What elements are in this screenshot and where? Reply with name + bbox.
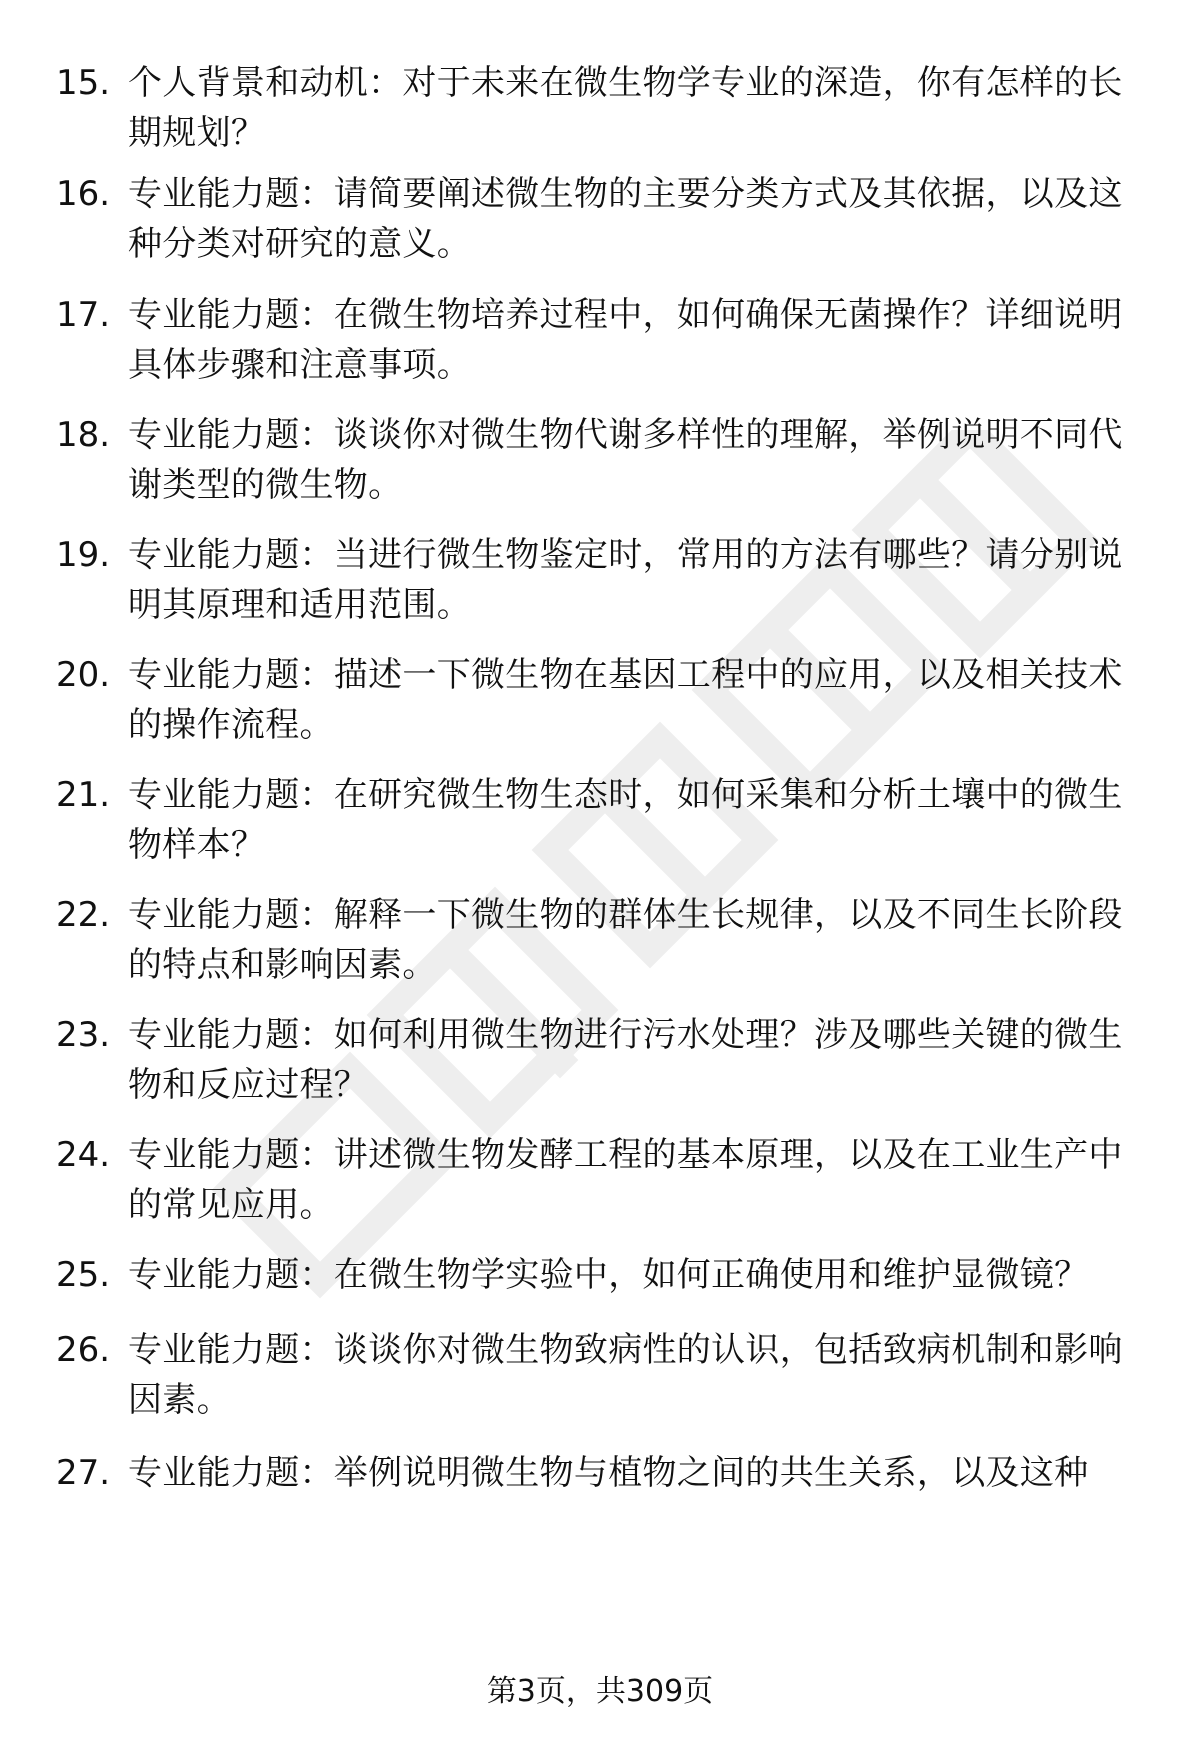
- question-item: [0, 890, 1200, 1010]
- question-number: 16.: [56, 174, 111, 214]
- page-number-footer: 第3页，共309页: [486, 1674, 714, 1709]
- question-number: 25.: [56, 1255, 111, 1295]
- question-number: 21.: [56, 775, 111, 815]
- question-number: 20.: [56, 655, 111, 695]
- question-item: [0, 1010, 1200, 1130]
- question-number: 17.: [56, 295, 111, 335]
- question-number: 22.: [56, 895, 111, 935]
- question-item: [0, 650, 1200, 770]
- question-text: 专业能力题：举例说明微生物与植物之间的共生关系，以及这种: [128, 1453, 1089, 1493]
- question-item: [0, 530, 1200, 650]
- question-text: 专业能力题：描述一下微生物在基因工程中的应用，以及相关技术的操作流程。: [128, 655, 1123, 745]
- question-text: 专业能力题：如何利用微生物进行污水处理？涉及哪些关键的微生物和反应过程？: [128, 1015, 1123, 1105]
- question-text: 专业能力题：解释一下微生物的群体生长规律，以及不同生长阶段的特点和影响因素。: [128, 895, 1123, 985]
- question-item: [0, 1325, 1200, 1445]
- question-text: 专业能力题：在研究微生物生态时，如何采集和分析土壤中的微生物样本？: [128, 775, 1123, 865]
- question-item: [0, 410, 1200, 530]
- question-text: 专业能力题：在微生物培养过程中，如何确保无菌操作？详细说明具体步骤和注意事项。: [128, 295, 1123, 385]
- question-number: 19.: [56, 535, 111, 575]
- question-text: 专业能力题：谈谈你对微生物致病性的认识，包括致病机制和影响因素。: [128, 1330, 1123, 1420]
- question-text: 专业能力题：请简要阐述微生物的主要分类方式及其依据，以及这种分类对研究的意义。: [128, 174, 1123, 264]
- question-item: [0, 169, 1200, 289]
- question-item: [0, 770, 1200, 890]
- question-number: 23.: [56, 1015, 111, 1055]
- question-item: [0, 58, 1200, 178]
- question-text: 专业能力题：谈谈你对微生物代谢多样性的理解，举例说明不同代谢类型的微生物。: [128, 415, 1123, 505]
- question-number: 26.: [56, 1330, 111, 1370]
- question-item: [0, 1448, 1200, 1568]
- question-text: 专业能力题：当进行微生物鉴定时，常用的方法有哪些？请分别说明其原理和适用范围。: [128, 535, 1123, 625]
- question-text: 专业能力题：在微生物学实验中，如何正确使用和维护显微镜？: [128, 1255, 1089, 1295]
- question-item: [0, 1130, 1200, 1250]
- question-text: 专业能力题：讲述微生物发酵工程的基本原理，以及在工业生产中的常见应用。: [128, 1135, 1123, 1225]
- question-number: 27.: [56, 1453, 111, 1493]
- question-number: 18.: [56, 415, 111, 455]
- question-number: 15.: [56, 63, 111, 103]
- question-text: 个人背景和动机：对于未来在微生物学专业的深造，你有怎样的长期规划？: [128, 63, 1123, 153]
- question-item: [0, 290, 1200, 410]
- question-number: 24.: [56, 1135, 111, 1175]
